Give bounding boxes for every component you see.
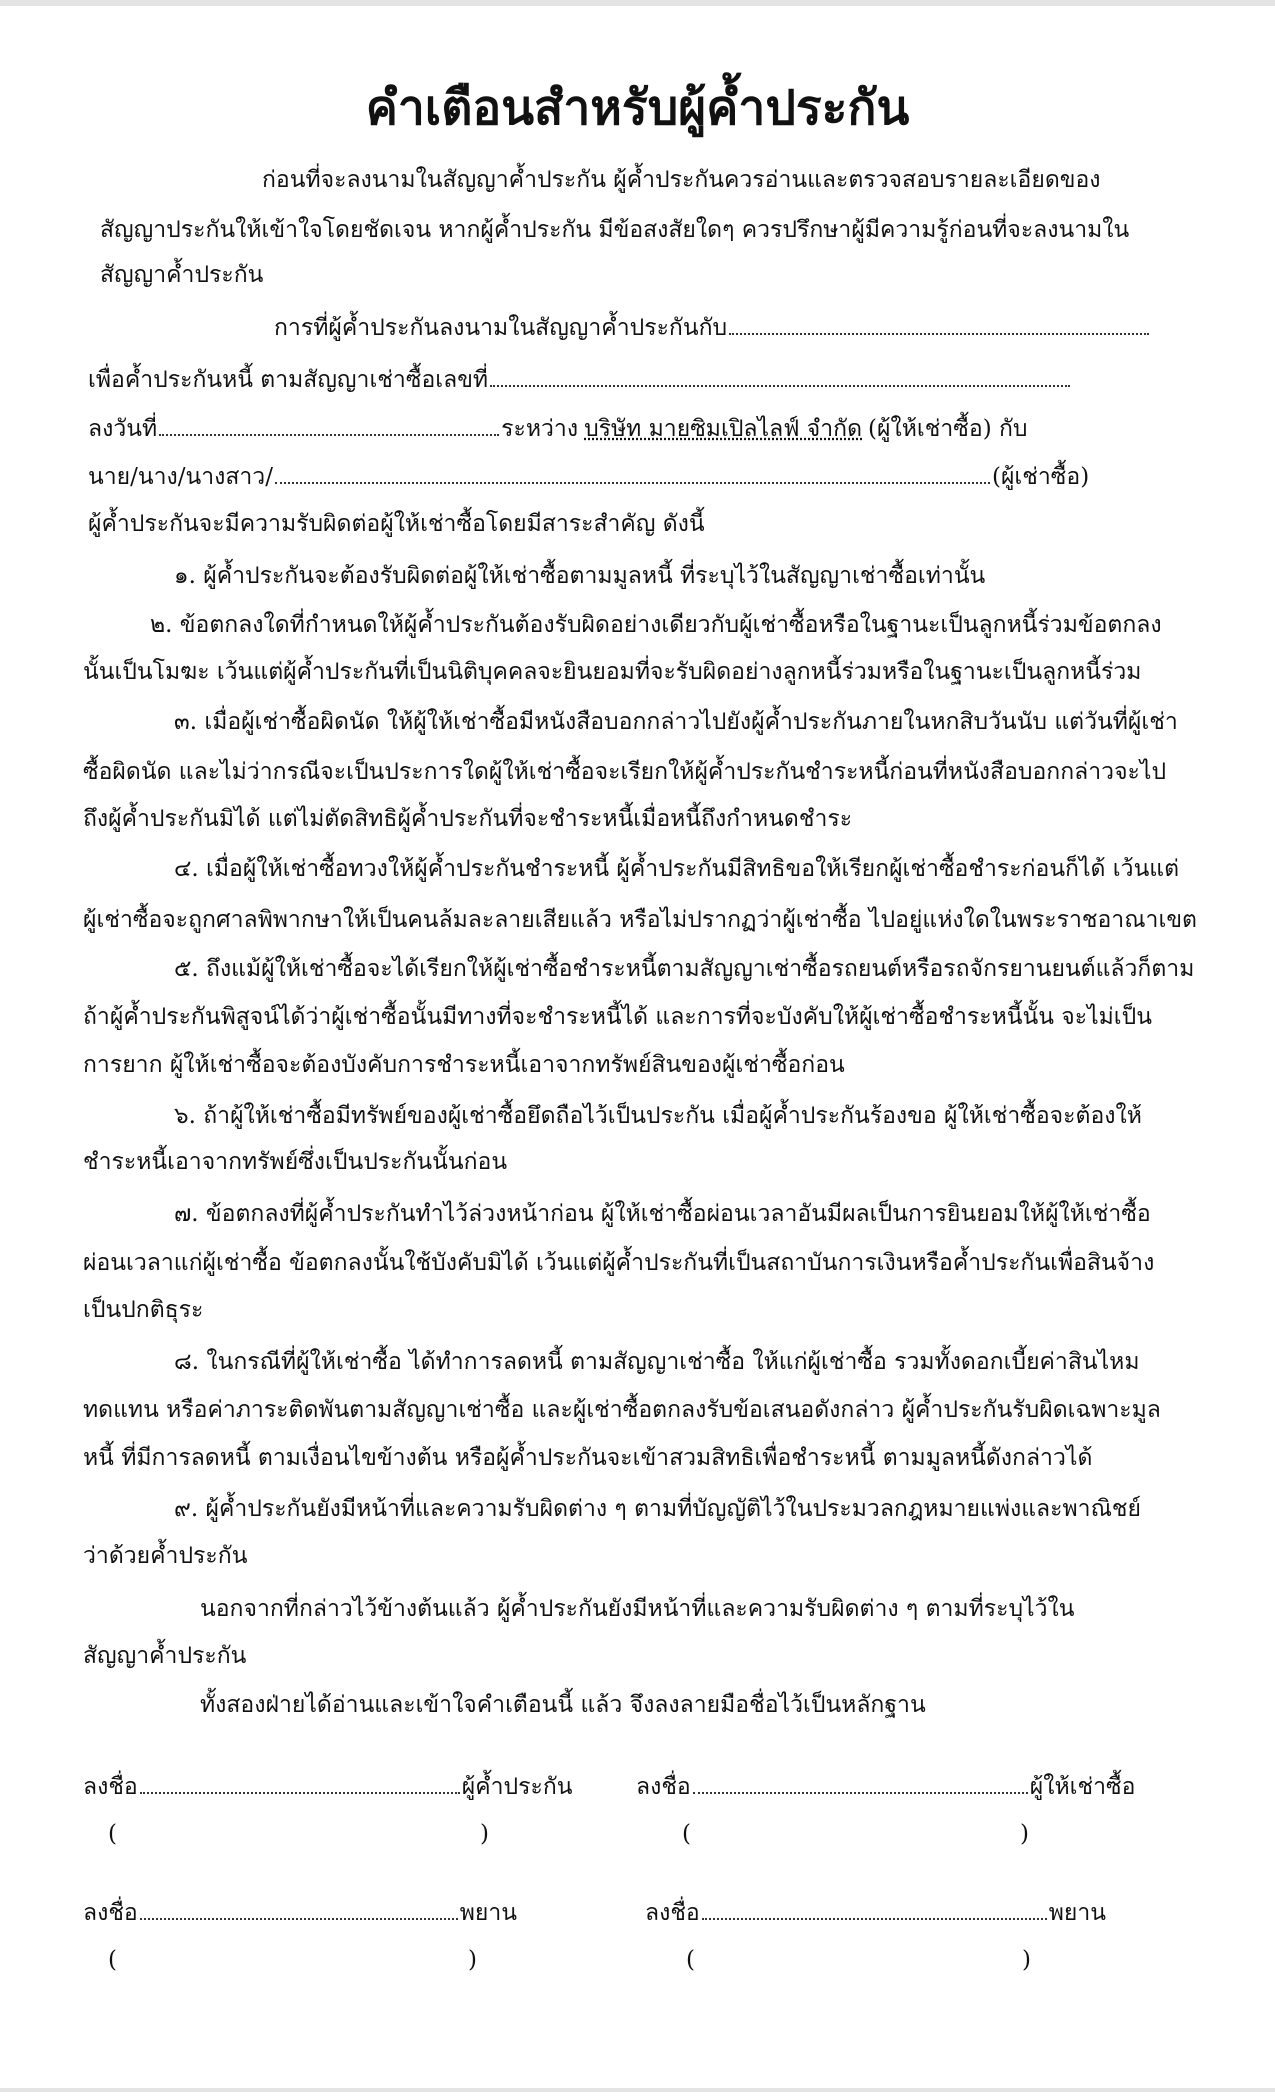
clause-5-line-3: การยาก ผู้ให้เช่าซื้อจะต้องบังคับการชำระหนี้เอาจากทรัพย์สินของผู้เช่าซื้อก่อน: [83, 1052, 845, 1078]
date-label: ลงวันที่: [88, 416, 158, 442]
signature-guarantor: [83, 1770, 572, 1804]
closing-line-2: สัญญาค้ำประกัน: [83, 1643, 247, 1669]
contract-number-field[interactable]: [490, 383, 1070, 387]
guarantor-role: ผู้ค้ำประกัน: [461, 1774, 573, 1800]
top-scan-edge: [0, 0, 1275, 6]
clause-6-line-1: ๖. ถ้าผู้ให้เช่าซื้อมีทรัพย์ของผู้เช่าซื้อยึดถือไว้เป็นประกัน เมื่อผู้ค้ำประกันร้องขอ ผู้ให้เช่าซื้อจะต้องให้: [174, 1103, 1142, 1129]
signature-lessor: [636, 1770, 1135, 1804]
sign-label: ลงชื่อ: [83, 1774, 138, 1800]
form-line-date: [88, 412, 1028, 446]
closing-line-1: นอกจากที่กล่าวไว้ข้างต้นแล้ว ผู้ค้ำประกันยังมีหน้าที่และความรับผิดต่าง ๆ ตามที่ระบุไว้ใน: [200, 1596, 1075, 1622]
clause-8-line-3: หนี้ ที่มีการลดหนี้ ตามเงื่อนไขข้างต้น หรือผู้ค้ำประกันจะเข้าสวมสิทธิเพื่อชำระหนี้ ตามมูลหนี้ดังกล่าวได้: [83, 1445, 1093, 1471]
witness-role: พยาน: [459, 1900, 518, 1926]
open-paren: (: [686, 1947, 695, 1973]
clause-3-line-3: ถึงผู้ค้ำประกันมิได้ แต่ไม่ตัดสิทธิผู้ค้ำประกันที่จะชำระหนี้เมื่อหนี้ถึงกำหนดชำระ: [83, 806, 853, 832]
guarantor-signature-field[interactable]: [140, 1790, 460, 1794]
sign-label: ลงชื่อ: [645, 1900, 700, 1926]
witness-role: พยาน: [1048, 1900, 1107, 1926]
clause-1: ๑. ผู้ค้ำประกันจะต้องรับผิดต่อผู้ให้เช่าซื้อตามมูลหนี้ ที่ระบุไว้ในสัญญาเช่าซื้อเท่านั้น: [174, 563, 986, 589]
clause-6-line-2: ชำระหนี้เอาจากทรัพย์ซึ่งเป็นประกันนั้นก่อน: [83, 1149, 508, 1175]
signature-witness-1: [83, 1896, 517, 1930]
witness-2-signature-field[interactable]: [702, 1916, 1047, 1920]
summary-line: ผู้ค้ำประกันจะมีความรับผิดต่อผู้ให้เช่าซื้อโดยมีสาระสำคัญ ดังนี้: [88, 511, 705, 537]
intro-line-3: สัญญาค้ำประกัน: [100, 262, 264, 288]
open-paren: (: [108, 1821, 117, 1847]
clause-9-line-2: ว่าด้วยค้ำประกัน: [83, 1543, 248, 1569]
clause-3-line-2: ซื้อผิดนัด และไม่ว่ากรณีจะเป็นประการใดผู้ให้เช่าซื้อจะเรียกให้ผู้ค้ำประกันชำระหนี้ก่อนที่หนังสือบอกกล่าวจะไป: [83, 759, 1167, 785]
lessor-role: ผู้ให้เช่าซื้อ: [1029, 1774, 1136, 1800]
lessee-label: (ผู้เช่าซื้อ): [991, 464, 1090, 490]
lessee-prefix: นาย/นาง/นางสาว/: [88, 464, 273, 490]
witness-1-signature-field[interactable]: [140, 1916, 458, 1920]
closing-line-3: ทั้งสองฝ่ายได้อ่านและเข้าใจคำเตือนนี้ แล้ว จึงลงลายมือชื่อไว้เป็นหลักฐาน: [200, 1692, 926, 1718]
clause-5-line-2: ถ้าผู้ค้ำประกันพิสูจน์ได้ว่าผู้เช่าซื้อนั้นมีทางที่จะชำระหนี้ได้ และการที่จะบังคับให้ผู้เช่าซื้อชำระหนี้นั้น จะไม่เป็น: [83, 1004, 1152, 1030]
clause-9-line-1: ๙. ผู้ค้ำประกันยังมีหน้าที่และความรับผิดต่าง ๆ ตามที่บัญญัติไว้ในประมวลกฎหมายแพ่งและพาณิชย์: [174, 1496, 1141, 1522]
open-paren: (: [108, 1947, 117, 1973]
clause-4-line-2: ผู้เช่าซื้อจะถูกศาลพิพากษาให้เป็นคนล้มละลายเสียแล้ว หรือไม่ปรากฏว่าผู้เช่าซื้อ ไปอยู่แห่งใดในพระราชอาณาเขต: [83, 907, 1197, 933]
close-paren: ): [480, 1821, 489, 1847]
clause-8-line-1: ๘. ในกรณีที่ผู้ให้เช่าซื้อ ได้ทำการลดหนี้ ตามสัญญาเช่าซื้อ ให้แก่ผู้เช่าซื้อ รวมทั้งดอกเบี้ยค่าสินไหม: [174, 1349, 1140, 1375]
close-paren: ): [1022, 1947, 1031, 1973]
page-title: คำเตือนสำหรับผู้ค้ำประกัน: [365, 80, 910, 136]
form-line-guarantor: [274, 311, 1151, 345]
clause-5-line-1: ๕. ถึงแม้ผู้ให้เช่าซื้อจะได้เรียกให้ผู้เช่าซื้อชำระหนี้ตามสัญญาเช่าซื้อรถยนต์หรือรถจักรยานยนต์แล้วก็ตาม: [174, 956, 1195, 982]
contract-number-label: เพื่อค้ำประกันหนี้ ตามสัญญาเช่าซื้อเลขที่: [88, 367, 489, 393]
clause-7-line-3: เป็นปกติธุระ: [83, 1297, 204, 1323]
open-paren: (: [682, 1821, 691, 1847]
clause-8-line-2: ทดแทน หรือค่าภาระติดพันตามสัญญาเช่าซื้อ และผู้เช่าซื้อตกลงรับข้อเสนอดังกล่าว ผู้ค้ำประกันรับผิดเฉพาะมูล: [83, 1397, 1161, 1423]
lessor-label: (ผู้ให้เช่าซื้อ) กับ: [868, 416, 1028, 442]
form-line-contract: [88, 363, 1072, 397]
signature-witness-2: [645, 1896, 1106, 1930]
close-paren: ): [468, 1947, 477, 1973]
clause-2-line-1: ๒. ข้อตกลงใดที่กำหนดให้ผู้ค้ำประกันต้องรับผิดอย่างเดียวกับผู้เช่าซื้อหรือในฐานะเป็นลูกหนี้ร่วมข้อตกลง: [150, 612, 1162, 638]
clause-3-line-1: ๓. เมื่อผู้เช่าซื้อผิดนัด ให้ผู้ให้เช่าซื้อมีหนังสือบอกกล่าวไปยังผู้ค้ำประกันภายในหกสิบวันนับ แต่วันที่ผู้เช่า: [174, 709, 1178, 735]
lessor-signature-field[interactable]: [693, 1790, 1028, 1794]
clause-2-line-2: นั้นเป็นโมฆะ เว้นแต่ผู้ค้ำประกันที่เป็นนิติบุคคลจะยินยอมที่จะรับผิดอย่างลูกหนี้ร่วมหรือในฐานะเป็นลูกหนี้ร่วม: [83, 659, 1142, 685]
intro-line-1: ก่อนที่จะลงนามในสัญญาค้ำประกัน ผู้ค้ำประกันควรอ่านและตรวจสอบรายละเอียดของ: [262, 167, 1101, 193]
date-field[interactable]: [159, 432, 499, 436]
clause-7-line-1: ๗. ข้อตกลงที่ผู้ค้ำประกันทำไว้ล่วงหน้าก่อน ผู้ให้เช่าซื้อผ่อนเวลาอันมีผลเป็นการยินยอมให้ผู้ให้เช่าซื้อ: [174, 1201, 1151, 1227]
intro-line-2: สัญญาประกันให้เข้าใจโดยชัดเจน หากผู้ค้ำประกัน มีข้อสงสัยใดๆ ควรปรึกษาผู้มีความรู้ก่อนที่จะลงนามใน: [100, 217, 1130, 243]
form-line-lessee: [88, 460, 1089, 494]
bottom-scan-edge: [0, 2088, 1275, 2092]
close-paren: ): [1020, 1821, 1029, 1847]
lessee-name-field[interactable]: [275, 480, 990, 484]
guarantor-contract-label: การที่ผู้ค้ำประกันลงนามในสัญญาค้ำประกันกับ: [274, 315, 728, 341]
sign-label: ลงชื่อ: [636, 1774, 691, 1800]
clause-4-line-1: ๔. เมื่อผู้ให้เช่าซื้อทวงให้ผู้ค้ำประกันชำระหนี้ ผู้ค้ำประกันมีสิทธิขอให้เรียกผู้เช่าซื้อชำระก่อนก็ได้ เว้นแต่: [174, 856, 1180, 882]
between-label: ระหว่าง: [501, 416, 579, 442]
company-name: บริษัท มายซิมเปิลไลฟ์ จำกัด: [584, 416, 863, 442]
clause-7-line-2: ผ่อนเวลาแก่ผู้เช่าซื้อ ข้อตกลงนั้นใช้บังคับมิได้ เว้นแต่ผู้ค้ำประกันที่เป็นสถาบันการเงินหรือค้ำประกันเพื่อสินจ้าง: [83, 1250, 1155, 1276]
sign-label: ลงชื่อ: [83, 1900, 138, 1926]
creditor-name-field[interactable]: [729, 331, 1149, 335]
